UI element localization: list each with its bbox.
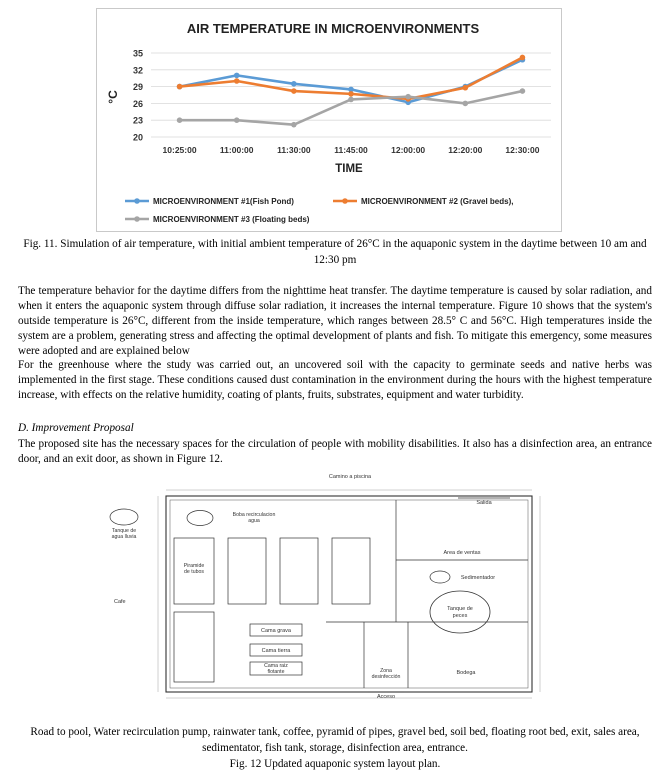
plan-fish-tank <box>430 591 490 633</box>
legend-swatch-marker <box>134 198 140 204</box>
x-tick-label: 11:45:00 <box>334 145 368 155</box>
data-point-series-1 <box>291 81 297 87</box>
plan-road-label: Camino a piscina <box>328 474 372 480</box>
plan-root-bed-label-2: flotante <box>267 669 285 675</box>
chart-ylabel: °C <box>106 90 120 104</box>
plan-entrance-label: Acceso <box>376 694 396 700</box>
plan-pyramid-label-2: de tubos <box>184 569 204 575</box>
data-point-series-2 <box>234 78 240 84</box>
plan-sedimentator <box>430 571 450 583</box>
plan-rain-tank <box>110 509 138 525</box>
plan-pump-label-1: Boba recirculacion <box>232 512 276 518</box>
data-point-series-3 <box>405 94 411 100</box>
paragraph-temperature-behavior: The temperature behavior for the daytime differs from the nighttime heat transfer. The daytime temperature is caused by solar radiation, and when it enters the aquaponic system through diffuse solar radiation, it increases the internal temperature. Figure 10 shows that the system's outside temperature is 26°C, different from the inside temperature, which ranges between 28.5° C and 56°C. High temperatures inside the system are a problem, generating stress and affecting the optimal development of plants and fish. To mitigate this emergency, some measures were adopted and are explained below <box>18 285 652 357</box>
legend-entry-2: MICROENVIRONMENT #2 (Gravel beds), <box>361 197 514 206</box>
y-tick-label: 20 <box>132 132 143 143</box>
data-point-series-3 <box>520 88 526 94</box>
plan-rain-tank-label-2: agua lluvia <box>111 534 137 540</box>
fig11-caption: Fig. 11. Simulation of air temperature, with initial ambient temperature of 26°C in the aquaponic system in the daytime between 10 am and 12:30 pm <box>23 238 647 266</box>
legend-entry-3: MICROENVIRONMENT #3 (Floating beds) <box>153 215 310 224</box>
plan-sales-label: Area de ventas <box>443 550 481 556</box>
plan-fish-tank-label-2: peces <box>452 613 468 619</box>
section-heading: D. Improvement Proposal <box>18 422 134 434</box>
data-point-series-3 <box>348 97 354 103</box>
data-point-series-2 <box>520 55 526 61</box>
chart-svg <box>97 9 561 231</box>
plan-gravel-bed-label: Cama grava <box>261 628 291 634</box>
plan-sedimentator-label: Sedimentador <box>460 575 496 581</box>
data-point-series-2 <box>291 88 297 94</box>
data-point-series-2 <box>177 84 183 90</box>
plan-storage-label: Bodega <box>456 670 476 676</box>
plan-grow-bed-3 <box>332 538 370 604</box>
plan-pump <box>187 511 213 526</box>
chart-title: AIR TEMPERATURE IN MICROENVIRONMENTS <box>186 21 480 36</box>
x-tick-label: 12:20:00 <box>448 145 483 155</box>
fig12-legend-text: Road to pool, Water recirculation pump, rainwater tank, coffee, pyramid of pipes, gravel bed, soil bed, floating root bed, exit, sales area, sedimentator, fish tank, storage, disinfection area, entrance. <box>30 726 640 754</box>
data-point-series-1 <box>234 73 240 79</box>
x-tick-label: 12:30:00 <box>505 145 540 155</box>
series-layer <box>177 55 525 128</box>
paragraph-greenhouse: For the greenhouse where the study was carried out, an uncovered soil with the capacity to germinate seeds and native herbs was implemented in the first stage. These conditions caused dust contamination in the environment during the hours with the highest temperature increase, with effects on the relative humidity, coating of plants, fruits, substrates, equipment and water turbidity. <box>18 359 652 401</box>
plan-inner-wall <box>170 500 528 688</box>
data-point-series-2 <box>462 85 468 91</box>
plan-coffee-label: Cafe <box>114 599 126 605</box>
fig11-chart <box>96 8 562 232</box>
data-point-series-2 <box>348 91 354 97</box>
plan-fish-tank-label-1: Tanque de <box>447 606 473 612</box>
paragraph-proposed-site: The proposed site has the necessary spaces for the circulation of people with mobility disabilities. It also has a disinfection area, an entrance door, and an exit door, as shown in Figure 12. <box>18 438 652 465</box>
plan-root-bed-label-1: Cama raiz <box>264 663 288 669</box>
plan-exit-label: Salida <box>476 500 492 506</box>
plan-pump-label-2: agua <box>248 518 260 524</box>
y-tick-label: 29 <box>132 82 143 93</box>
x-tick-label: 10:25:00 <box>162 145 197 155</box>
chart-xlabel: TIME <box>335 163 363 175</box>
legend-swatch-marker <box>134 216 140 222</box>
plan-outer-wall <box>166 496 532 692</box>
legend-entry-1: MICROENVIRONMENT #1(Fish Pond) <box>153 197 294 206</box>
plan-rain-tank-label-1: Tanque de <box>111 528 137 534</box>
data-point-series-3 <box>462 101 468 107</box>
plan-disinfection-label-2: desinfección <box>371 674 401 680</box>
data-point-series-3 <box>234 117 240 123</box>
plan-lower-bed-left <box>174 612 214 682</box>
plan-disinfection-label-1: Zona <box>380 668 392 674</box>
x-tick-label: 11:30:00 <box>277 145 311 155</box>
data-point-series-3 <box>291 122 297 128</box>
plan-grow-bed-2 <box>280 538 318 604</box>
y-tick-label: 32 <box>132 65 143 76</box>
fig12-caption: Fig. 12 Updated aquaponic system layout plan. <box>229 758 441 770</box>
data-point-series-3 <box>177 117 183 123</box>
fig12-layout-plan <box>96 466 560 716</box>
x-tick-label: 12:00:00 <box>391 145 426 155</box>
x-tick-label: 11:00:00 <box>219 145 254 155</box>
plan-pyramid-label-1: Piramide <box>183 563 205 569</box>
y-tick-label: 26 <box>132 98 143 109</box>
y-tick-label: 35 <box>132 48 143 59</box>
plan-svg <box>96 466 560 716</box>
legend-swatch-marker <box>342 198 348 204</box>
plan-soil-bed-label: Cama tierra <box>261 648 291 654</box>
plan-grow-bed-1 <box>228 538 266 604</box>
y-tick-label: 23 <box>132 115 143 126</box>
chart-legend <box>125 197 513 224</box>
